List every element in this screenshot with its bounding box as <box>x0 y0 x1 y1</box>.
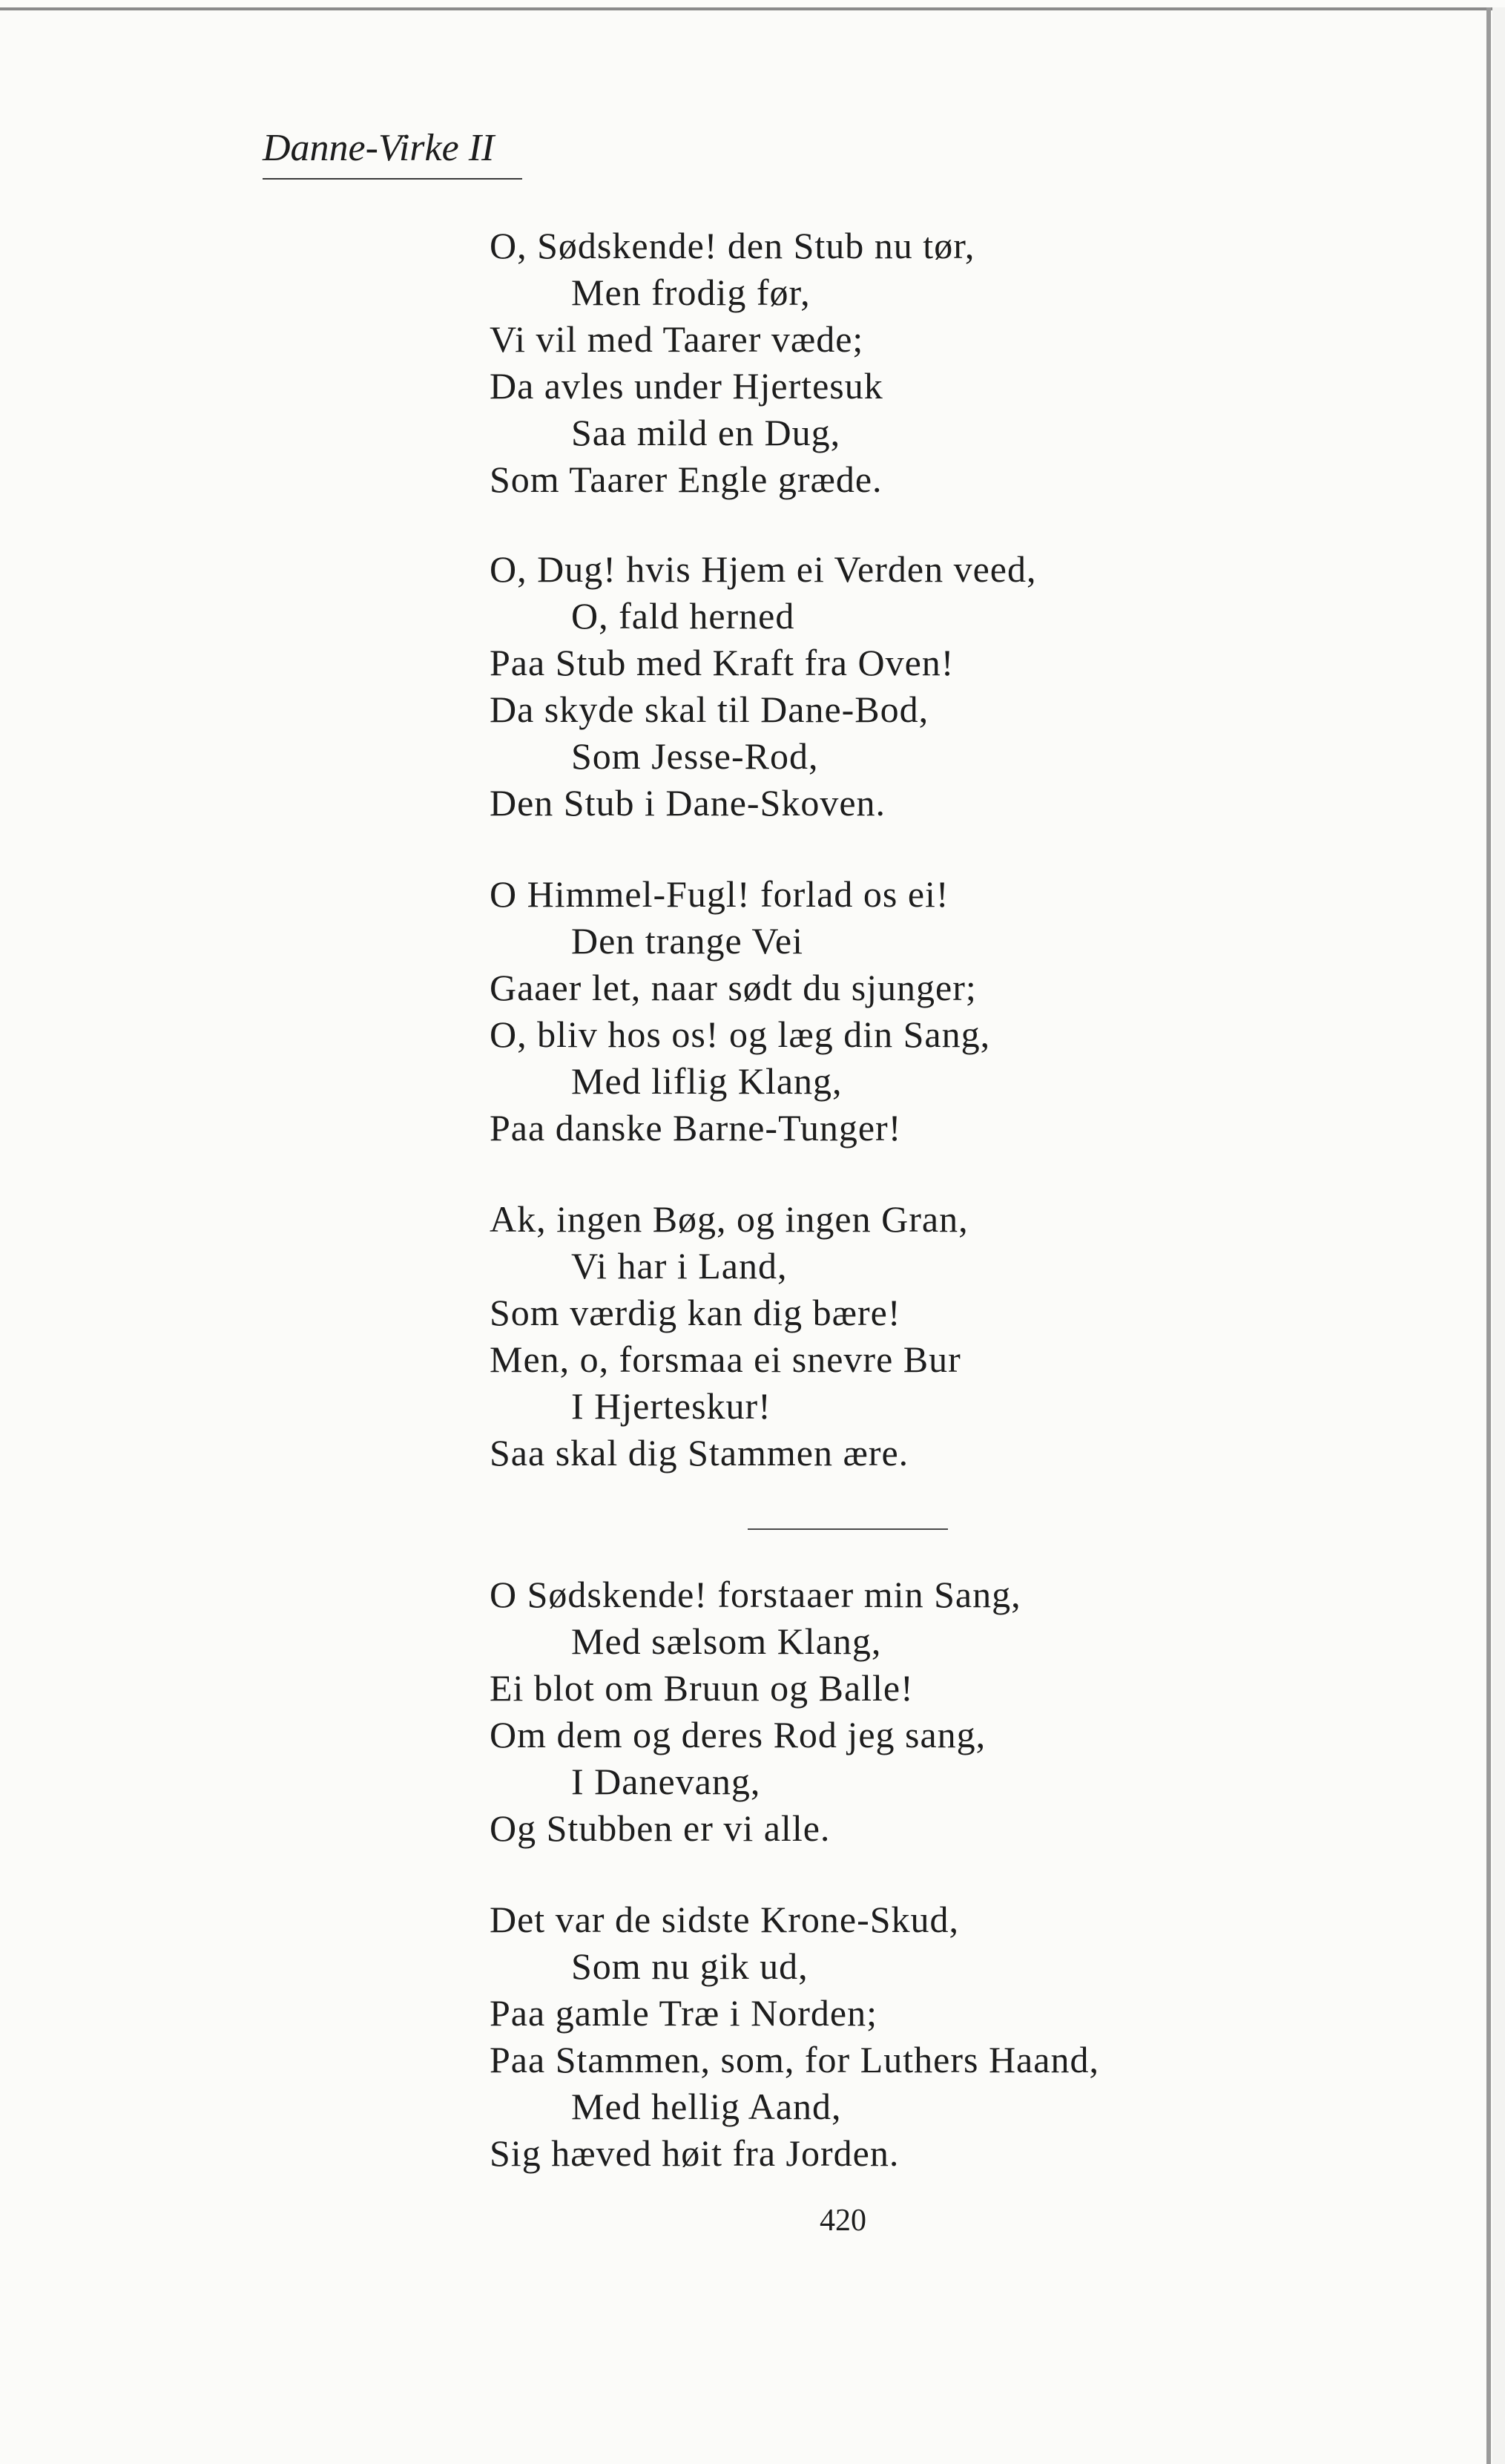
verse-line: O, Dug! hvis Hjem ei Verden veed, <box>490 548 1037 590</box>
page-margin-strip <box>1492 7 1505 2464</box>
verse-line: Paa danske Barne-Tunger! <box>490 1107 902 1149</box>
verse-line: I Hjerteskur! <box>571 1385 771 1427</box>
running-head: Danne-Virke II <box>263 127 495 169</box>
verse-line: Men frodig før, <box>571 272 811 313</box>
verse-line: Vi har i Land, <box>571 1245 788 1287</box>
verse-line: Paa Stub med Kraft fra Oven! <box>490 642 955 683</box>
verse-line: Som værdig kan dig bære! <box>490 1292 901 1333</box>
verse-line: Med liflig Klang, <box>571 1060 843 1102</box>
stanza-6 <box>490 1896 1099 2177</box>
verse-line: O Sødskende! forstaaer min Sang, <box>490 1574 1021 1615</box>
verse-line: Det var de sidste Krone-Skud, <box>490 1899 960 1940</box>
verse-line: O, Sødskende! den Stub nu tør, <box>490 225 975 266</box>
verse-line: Med hellig Aand, <box>571 2086 842 2127</box>
verse-line: Saa skal dig Stammen ære. <box>490 1432 909 1474</box>
stanza-1 <box>490 223 975 503</box>
page-top-edge <box>0 7 1505 10</box>
verse-line: Den trange Vei <box>571 920 803 962</box>
verse-line: Men, o, forsmaa ei snevre Bur <box>490 1338 961 1380</box>
verse-line: O, bliv hos os! og læg din Sang, <box>490 1013 991 1055</box>
verse-line: O Himmel-Fugl! forlad os ei! <box>490 873 949 915</box>
verse-line: Da skyde skal til Dane-Bod, <box>490 689 929 730</box>
verse-line: Paa gamle Træ i Norden; <box>490 1992 877 2034</box>
verse-line: Som Jesse-Rod, <box>571 735 819 777</box>
verse-line: Paa Stammen, som, for Luthers Haand, <box>490 2039 1099 2080</box>
stanza-5 <box>490 1571 1021 1852</box>
verse-line: Ei blot om Bruun og Balle! <box>490 1667 914 1709</box>
stanza-2 <box>490 546 1036 827</box>
verse-line: Gaaer let, naar sødt du sjunger; <box>490 967 977 1008</box>
verse-line: I Danevang, <box>571 1761 761 1802</box>
verse-line: Om dem og deres Rod jeg sang, <box>490 1714 987 1755</box>
verse-line: Som nu gik ud, <box>571 1945 809 1987</box>
verse-line: Den Stub i Dane-Skoven. <box>490 782 886 824</box>
page-right-edge <box>1486 7 1491 2464</box>
verse-line: Vi vil med Taarer væde; <box>490 318 864 360</box>
verse-line: Med sælsom Klang, <box>571 1620 882 1662</box>
verse-line: Og Stubben er vi alle. <box>490 1807 831 1849</box>
page-number: 420 <box>820 2204 866 2238</box>
running-head-underline <box>263 178 522 180</box>
verse-line: Saa mild en Dug, <box>571 412 841 453</box>
section-divider <box>748 1528 948 1530</box>
stanza-3 <box>490 871 990 1151</box>
verse-line: Ak, ingen Bøg, og ingen Gran, <box>490 1198 969 1240</box>
stanza-4 <box>490 1196 969 1476</box>
verse-line: Sig hæved høit fra Jorden. <box>490 2132 900 2174</box>
verse-line: Som Taarer Engle græde. <box>490 459 883 500</box>
verse-line: O, fald herned <box>571 595 795 637</box>
verse-line: Da avles under Hjertesuk <box>490 365 883 407</box>
